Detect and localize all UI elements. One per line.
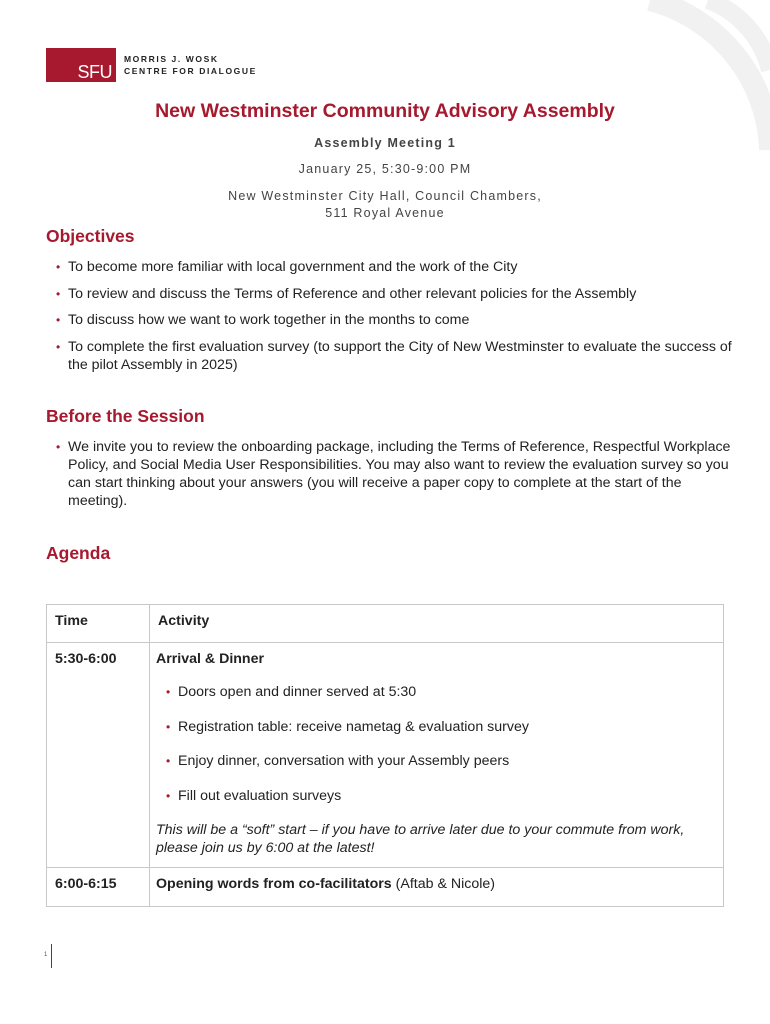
table-row xyxy=(47,643,724,868)
page-number-rule xyxy=(51,944,52,968)
activity-items xyxy=(156,683,713,805)
logo-line2: CENTRE FOR DIALOGUE xyxy=(124,66,257,76)
list-item: • Registration table: receive nametag & evaluation survey xyxy=(166,718,713,736)
list-item: • To become more familiar with local government and the work of the City xyxy=(56,258,736,276)
list-item: • To review and discuss the Terms of Reference and other relevant policies for the Assembly xyxy=(56,285,736,303)
table-row xyxy=(47,868,724,907)
list-item: • Doors open and dinner served at 5:30 xyxy=(166,683,713,701)
document-title: New Westminster Community Advisory Assembly xyxy=(155,100,615,122)
objectives-list xyxy=(56,258,736,382)
time-cell: 6:00-6:15 xyxy=(47,868,150,907)
meeting-location xyxy=(0,188,770,222)
activity-cell xyxy=(150,868,724,907)
list-item: • We invite you to review the onboarding package, including the Terms of Reference, Respectful Workplace Policy, and Social Media User Responsibilities. You may also want to review the evaluation survey so you can start thinking about your answers (you will receive a paper copy to complete at the start of the meeting). xyxy=(56,438,736,510)
location-line2: 511 Royal Avenue xyxy=(325,206,445,220)
logo-text xyxy=(124,53,257,77)
before-session-heading: Before the Session xyxy=(46,406,205,426)
meeting-date: January 25, 5:30-9:00 PM xyxy=(298,162,472,176)
location-line1: New Westminster City Hall, Council Chambers, xyxy=(228,189,542,203)
time-cell: 5:30-6:00 xyxy=(47,643,150,868)
meeting-name: Assembly Meeting 1 xyxy=(314,136,456,150)
logo-mark: SFU xyxy=(46,48,116,82)
before-session-list xyxy=(56,438,736,519)
activity-title: Opening words from co-facilitators xyxy=(156,876,392,892)
list-item: • Enjoy dinner, conversation with your Assembly peers xyxy=(166,752,713,770)
activity-column-header: Activity xyxy=(150,605,724,643)
activity-note: This will be a “soft” start – if you have to arrive later due to your commute from work, please join us by 6:00 at the latest! xyxy=(156,822,685,856)
objectives-heading: Objectives xyxy=(46,226,135,246)
agenda-heading: Agenda xyxy=(46,543,111,563)
activity-cell xyxy=(150,643,724,868)
page-number: 1 xyxy=(44,952,48,958)
time-column-header: Time xyxy=(47,605,150,643)
activity-suffix: (Aftab & Nicole) xyxy=(391,876,495,892)
sfu-logo xyxy=(46,48,257,82)
list-item: • Fill out evaluation surveys xyxy=(166,787,713,805)
list-item: • To complete the first evaluation survey (to support the City of New Westminster to evaluate the success of the pilot Assembly in 2025) xyxy=(56,338,736,374)
table-header-row xyxy=(47,605,724,643)
list-item: • To discuss how we want to work together in the months to come xyxy=(56,311,736,329)
logo-line1: MORRIS J. WOSK xyxy=(124,54,219,64)
activity-title: Arrival & Dinner xyxy=(156,651,265,667)
agenda-table xyxy=(46,604,724,907)
